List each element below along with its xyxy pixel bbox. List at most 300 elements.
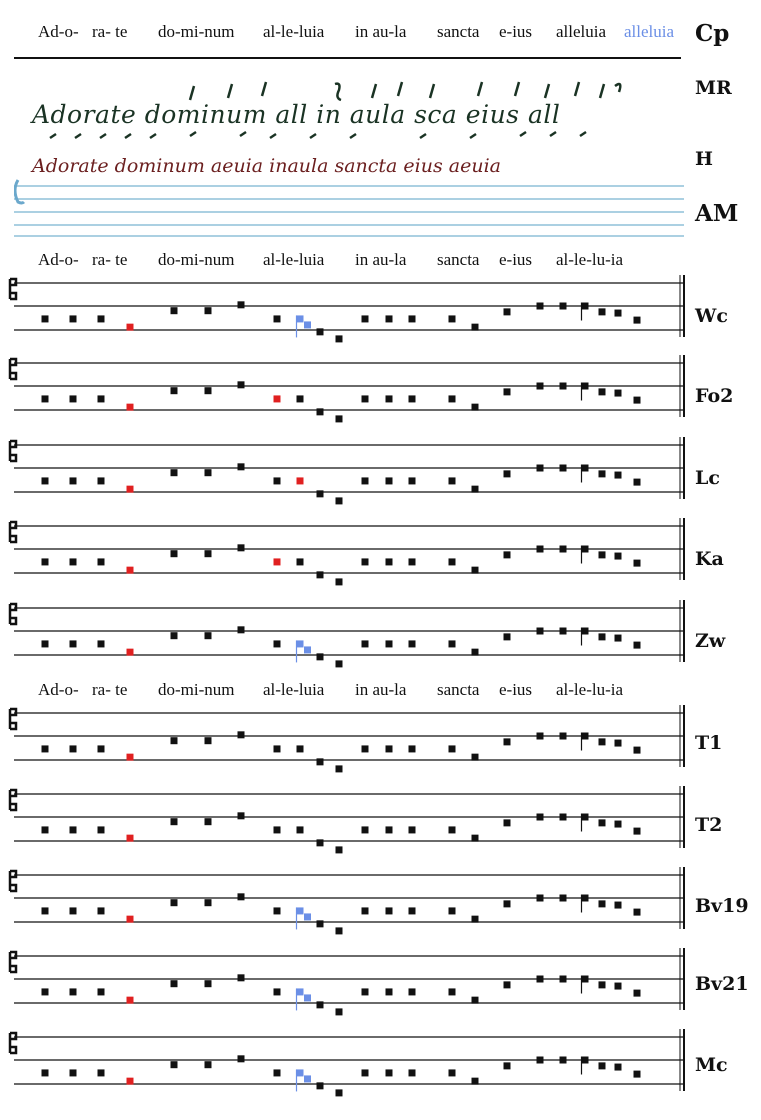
staff	[0, 705, 690, 785]
note	[171, 632, 178, 639]
c-clef-icon	[10, 359, 16, 379]
c-clef-icon	[10, 522, 16, 542]
note	[634, 909, 641, 916]
note	[98, 395, 105, 402]
note	[472, 404, 479, 411]
note	[582, 383, 589, 390]
note	[409, 395, 416, 402]
note	[449, 826, 456, 833]
note	[238, 893, 245, 900]
am-staff-lines	[14, 178, 684, 238]
source-label-mr: MR	[695, 77, 732, 99]
note	[634, 1071, 641, 1078]
note-red	[127, 754, 134, 761]
staff-label: Lc	[695, 467, 720, 489]
note	[317, 328, 324, 335]
note	[560, 546, 567, 553]
note	[336, 415, 343, 422]
note-blue	[304, 913, 311, 920]
syllable: ra- te	[92, 250, 128, 269]
note	[634, 990, 641, 997]
source-label-cp: Cp	[695, 20, 730, 47]
note	[504, 551, 511, 558]
note	[362, 315, 369, 322]
note	[504, 900, 511, 907]
staff-label: T1	[695, 732, 723, 754]
note	[560, 628, 567, 635]
note	[171, 737, 178, 744]
note	[336, 1089, 343, 1096]
note	[634, 397, 641, 404]
note	[504, 981, 511, 988]
note	[98, 315, 105, 322]
staff	[0, 948, 690, 1028]
note	[98, 1069, 105, 1076]
note	[274, 1069, 281, 1076]
note-blue	[297, 907, 304, 914]
note	[317, 1082, 324, 1089]
note	[205, 550, 212, 557]
note	[449, 315, 456, 322]
syllable: al-le-luia	[263, 22, 325, 41]
staff-label: Fo2	[695, 385, 734, 407]
note	[336, 927, 343, 934]
staff-label: Bv19	[695, 895, 749, 917]
note	[615, 390, 622, 397]
syllable: in au-la	[355, 680, 407, 699]
syllable: in au-la	[355, 22, 407, 41]
note	[205, 307, 212, 314]
note	[409, 988, 416, 995]
note	[599, 900, 606, 907]
note	[615, 821, 622, 828]
note	[205, 1061, 212, 1068]
note	[317, 408, 324, 415]
note	[98, 558, 105, 565]
note	[472, 835, 479, 842]
staff-label: T2	[695, 814, 723, 836]
note	[504, 470, 511, 477]
note	[238, 1055, 245, 1062]
note	[615, 1064, 622, 1071]
note	[386, 988, 393, 995]
note	[171, 469, 178, 476]
note	[504, 738, 511, 745]
note	[386, 907, 393, 914]
note	[238, 812, 245, 819]
note	[238, 301, 245, 308]
note	[362, 826, 369, 833]
staff-label: Wc	[695, 305, 728, 327]
note-red	[127, 916, 134, 923]
syllable: al-le-lu-ia	[556, 680, 624, 699]
note	[582, 465, 589, 472]
note	[599, 633, 606, 640]
top-lyric-row	[0, 22, 761, 52]
syllable: sancta	[437, 680, 480, 699]
note	[336, 578, 343, 585]
note	[205, 980, 212, 987]
note	[615, 310, 622, 317]
note	[582, 895, 589, 902]
note	[238, 974, 245, 981]
staff-label: Zw	[695, 630, 726, 652]
note	[449, 395, 456, 402]
note	[70, 745, 77, 752]
syllable: do-mi-num	[158, 22, 235, 41]
note	[537, 976, 544, 983]
note	[409, 1069, 416, 1076]
note	[582, 733, 589, 740]
source-label-am: AM	[695, 200, 739, 227]
note	[560, 383, 567, 390]
note	[317, 920, 324, 927]
note	[537, 465, 544, 472]
note	[297, 558, 304, 565]
note	[70, 315, 77, 322]
note	[70, 907, 77, 914]
syllable: ra- te	[92, 22, 128, 41]
note	[297, 395, 304, 402]
note	[409, 640, 416, 647]
c-clef-icon	[10, 441, 16, 461]
note	[449, 558, 456, 565]
note	[634, 642, 641, 649]
note	[317, 571, 324, 578]
note	[362, 640, 369, 647]
note	[634, 317, 641, 324]
note-blue	[304, 1075, 311, 1082]
note	[171, 1061, 178, 1068]
note	[238, 544, 245, 551]
manuscript-am-staff	[14, 178, 684, 238]
note	[472, 486, 479, 493]
note	[98, 988, 105, 995]
note-red	[127, 1078, 134, 1085]
note	[274, 988, 281, 995]
note	[504, 388, 511, 395]
note	[98, 745, 105, 752]
syllable: al-le-lu-ia	[556, 250, 624, 269]
note	[449, 1069, 456, 1076]
note	[615, 472, 622, 479]
note	[409, 745, 416, 752]
note	[615, 553, 622, 560]
note	[205, 469, 212, 476]
note	[615, 902, 622, 909]
note	[409, 315, 416, 322]
note	[70, 826, 77, 833]
note	[42, 988, 49, 995]
note	[274, 826, 281, 833]
syllable: Ad-o-	[38, 680, 79, 699]
note	[560, 1057, 567, 1064]
note	[238, 731, 245, 738]
syllable: e-ius	[499, 250, 533, 269]
note	[297, 826, 304, 833]
note	[537, 1057, 544, 1064]
note	[537, 733, 544, 740]
note	[582, 546, 589, 553]
note	[205, 818, 212, 825]
note	[449, 640, 456, 647]
note	[582, 303, 589, 310]
staff	[0, 786, 690, 866]
note-blue	[297, 1069, 304, 1076]
note	[362, 395, 369, 402]
syllable: al-le-luia	[263, 680, 325, 699]
note	[472, 324, 479, 331]
note	[274, 477, 281, 484]
note	[70, 395, 77, 402]
note	[472, 997, 479, 1004]
note	[504, 308, 511, 315]
note	[599, 551, 606, 558]
c-clef-icon	[10, 790, 16, 810]
note	[599, 1062, 606, 1069]
c-clef-icon	[10, 709, 16, 729]
c-clef-icon	[10, 952, 16, 972]
syllable: in au-la	[355, 250, 407, 269]
note	[449, 477, 456, 484]
note	[472, 916, 479, 923]
staff	[0, 355, 690, 435]
note	[42, 907, 49, 914]
note-red	[297, 477, 304, 484]
syllable: sancta	[437, 250, 480, 269]
note	[599, 308, 606, 315]
note	[362, 988, 369, 995]
c-clef-icon	[10, 1033, 16, 1053]
staff	[0, 437, 690, 517]
note-blue	[297, 640, 304, 647]
note	[560, 465, 567, 472]
note	[582, 976, 589, 983]
note	[171, 980, 178, 987]
note-blue	[304, 646, 311, 653]
note	[582, 628, 589, 635]
note	[171, 550, 178, 557]
note	[409, 907, 416, 914]
note	[42, 315, 49, 322]
syllable-blue: alleluia	[624, 22, 675, 41]
note	[205, 387, 212, 394]
note	[42, 640, 49, 647]
note	[205, 899, 212, 906]
note	[238, 381, 245, 388]
note	[537, 628, 544, 635]
syllable: ra- te	[92, 680, 128, 699]
note	[42, 395, 49, 402]
note	[336, 846, 343, 853]
note	[70, 558, 77, 565]
note	[582, 1057, 589, 1064]
note	[634, 747, 641, 754]
syllable: alleluia	[556, 22, 607, 41]
note	[560, 976, 567, 983]
note-blue	[304, 321, 311, 328]
note	[615, 740, 622, 747]
staff-label: Ka	[695, 548, 724, 570]
c-clef-icon	[10, 871, 16, 891]
note	[409, 477, 416, 484]
note	[274, 640, 281, 647]
manuscript-text: Adorate dominum aeuia inaula sancta eius aeuia	[32, 155, 501, 177]
note	[386, 745, 393, 752]
note	[297, 745, 304, 752]
note	[504, 1062, 511, 1069]
note	[98, 477, 105, 484]
note	[171, 307, 178, 314]
note-red	[127, 486, 134, 493]
note	[615, 983, 622, 990]
note	[560, 895, 567, 902]
note	[336, 335, 343, 342]
note-blue	[297, 988, 304, 995]
note	[70, 640, 77, 647]
note	[560, 303, 567, 310]
note	[362, 558, 369, 565]
note	[386, 395, 393, 402]
note	[336, 660, 343, 667]
note	[386, 640, 393, 647]
note-blue	[304, 994, 311, 1001]
note	[362, 1069, 369, 1076]
note	[599, 388, 606, 395]
note	[70, 1069, 77, 1076]
note	[537, 546, 544, 553]
note	[238, 463, 245, 470]
note	[336, 497, 343, 504]
note-red	[127, 835, 134, 842]
note	[317, 490, 324, 497]
note	[42, 477, 49, 484]
staff	[0, 275, 690, 355]
note	[634, 828, 641, 835]
note	[386, 1069, 393, 1076]
note	[472, 754, 479, 761]
note-red	[127, 997, 134, 1004]
note-blue	[297, 315, 304, 322]
top-rule	[14, 57, 681, 59]
syllable: do-mi-num	[158, 680, 235, 699]
note	[560, 733, 567, 740]
staff	[0, 600, 690, 680]
note	[386, 558, 393, 565]
note	[336, 1008, 343, 1015]
note	[98, 826, 105, 833]
note	[599, 819, 606, 826]
note	[238, 626, 245, 633]
syllable: Ad-o-	[38, 22, 79, 41]
staff-label: Mc	[695, 1054, 728, 1076]
syllable: e-ius	[499, 22, 533, 41]
note	[205, 632, 212, 639]
note	[362, 907, 369, 914]
syllable: Ad-o-	[38, 250, 79, 269]
note	[171, 387, 178, 394]
syllable: sancta	[437, 22, 480, 41]
note	[582, 814, 589, 821]
note	[274, 907, 281, 914]
note	[42, 826, 49, 833]
note	[42, 1069, 49, 1076]
note	[560, 814, 567, 821]
note	[537, 303, 544, 310]
note	[386, 477, 393, 484]
note	[336, 765, 343, 772]
note	[386, 315, 393, 322]
note-red	[127, 324, 134, 331]
note	[537, 814, 544, 821]
source-label-h: H	[695, 148, 713, 170]
note	[634, 560, 641, 567]
note	[98, 640, 105, 647]
note	[449, 988, 456, 995]
note	[362, 745, 369, 752]
note-red	[127, 567, 134, 574]
note	[599, 738, 606, 745]
note-red	[127, 649, 134, 656]
note	[317, 758, 324, 765]
c-clef-icon	[10, 604, 16, 624]
manuscript-text: Adorate dominum all in aula sca eius all	[32, 100, 561, 129]
note	[98, 907, 105, 914]
staff	[0, 518, 690, 598]
syllable: do-mi-num	[158, 250, 235, 269]
note	[472, 567, 479, 574]
note	[615, 635, 622, 642]
staff	[0, 867, 690, 947]
note	[70, 988, 77, 995]
note-red	[274, 558, 281, 565]
note	[317, 653, 324, 660]
manuscript-mr	[0, 70, 690, 145]
note	[274, 315, 281, 322]
note	[70, 477, 77, 484]
syllable: e-ius	[499, 680, 533, 699]
note	[472, 649, 479, 656]
note-red	[127, 404, 134, 411]
note	[171, 899, 178, 906]
note	[205, 737, 212, 744]
note	[472, 1078, 479, 1085]
note	[449, 745, 456, 752]
note	[42, 558, 49, 565]
note	[599, 981, 606, 988]
note	[317, 839, 324, 846]
note	[504, 633, 511, 640]
staff-label: Bv21	[695, 973, 749, 995]
note	[42, 745, 49, 752]
note	[599, 470, 606, 477]
note	[449, 907, 456, 914]
note	[362, 477, 369, 484]
syllable: al-le-luia	[263, 250, 325, 269]
note	[409, 826, 416, 833]
note	[386, 826, 393, 833]
note	[634, 479, 641, 486]
note-red	[274, 395, 281, 402]
note	[171, 818, 178, 825]
staff	[0, 1029, 690, 1109]
note	[537, 895, 544, 902]
note	[274, 745, 281, 752]
note	[504, 819, 511, 826]
note	[409, 558, 416, 565]
c-clef-icon	[10, 279, 16, 299]
note	[317, 1001, 324, 1008]
